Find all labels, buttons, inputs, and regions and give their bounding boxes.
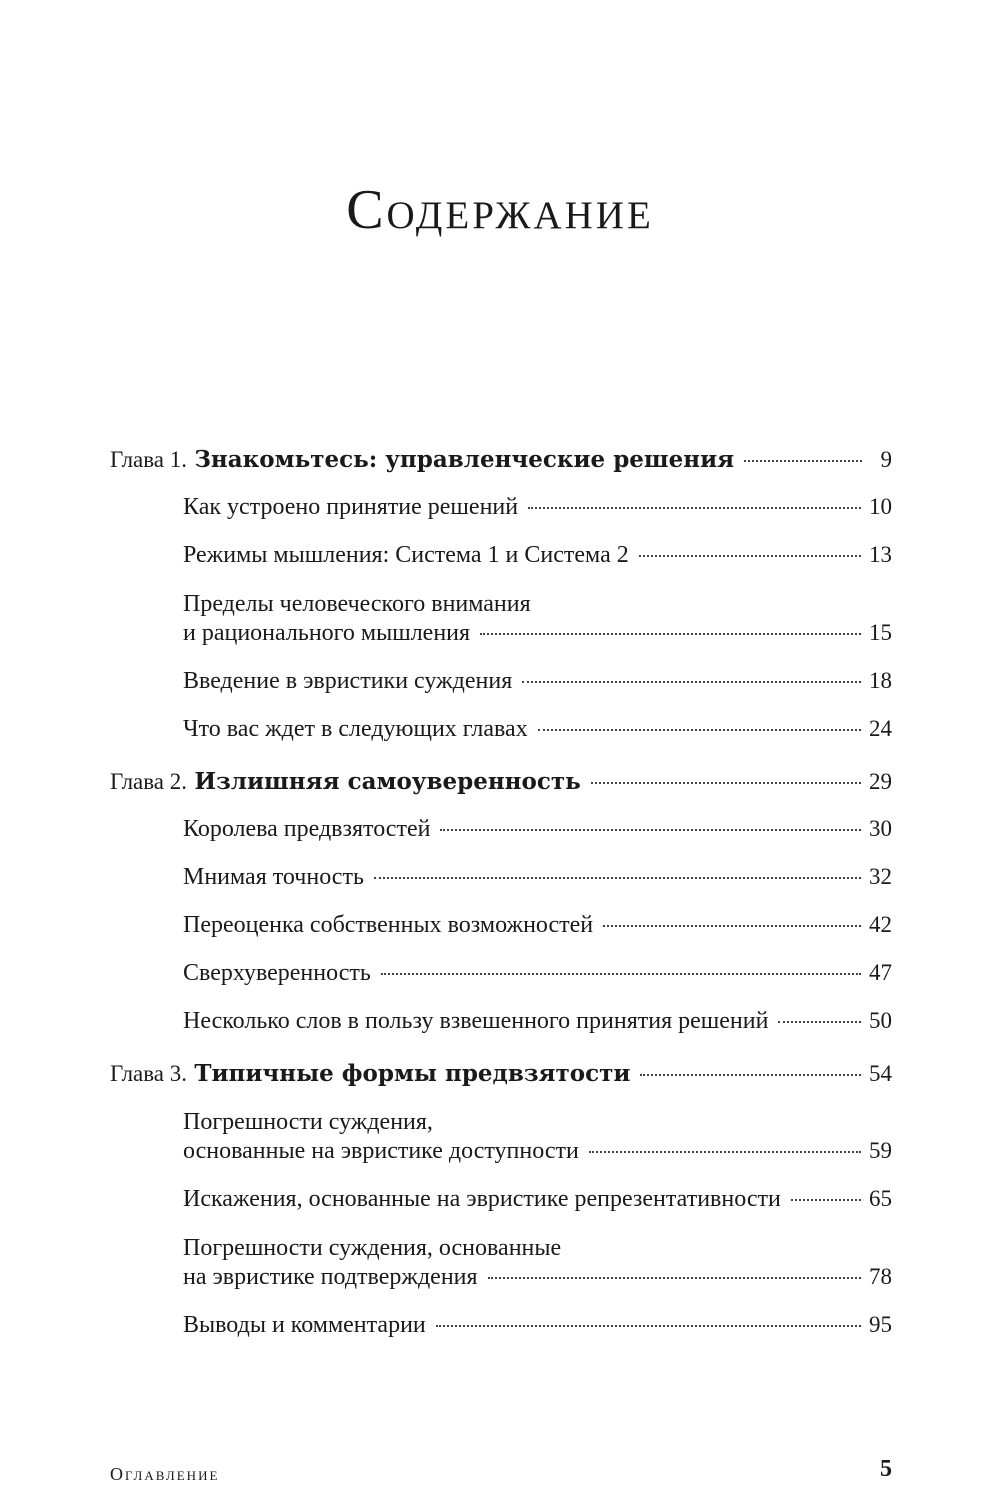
section-page-number: 32 xyxy=(869,864,892,889)
toc-section-entry[interactable] xyxy=(110,911,892,939)
section-page-number: 65 xyxy=(869,1186,892,1211)
chapter-label xyxy=(110,446,734,474)
toc-chapter-entry[interactable] xyxy=(110,1060,892,1088)
running-head: Оглавление xyxy=(110,1464,220,1484)
section-page-number: 47 xyxy=(869,960,892,985)
section-title: Выводы и комментарии xyxy=(183,1312,426,1338)
chapter-label xyxy=(110,1060,630,1088)
toc-section-entry[interactable] xyxy=(110,815,892,843)
toc-chapter-entry[interactable] xyxy=(110,768,892,796)
section-page-number: 42 xyxy=(869,912,892,937)
chapter-number: Глава 3. xyxy=(110,1061,188,1086)
dot-leader xyxy=(436,1325,861,1327)
section-page-number: 50 xyxy=(869,1008,892,1033)
section-title: Королева предвзятостей xyxy=(183,816,431,842)
dot-leader xyxy=(603,925,861,927)
section-title: Искажения, основанные на эвристике репрезентативности xyxy=(183,1186,781,1212)
section-page-number: 13 xyxy=(869,542,892,567)
section-title: Несколько слов в пользу взвешенного принятия решений xyxy=(183,1008,769,1034)
toc-section-entry[interactable] xyxy=(110,1233,892,1291)
dot-leader xyxy=(488,1277,861,1279)
dot-leader xyxy=(639,555,861,557)
section-page-number: 24 xyxy=(869,716,892,741)
toc-chapter-entry[interactable] xyxy=(110,446,892,474)
dot-leader xyxy=(744,460,862,462)
section-page-number: 15 xyxy=(869,620,892,645)
dot-leader xyxy=(374,877,861,879)
toc-section-entry[interactable] xyxy=(110,589,892,647)
section-page-number: 18 xyxy=(869,668,892,693)
dot-leader xyxy=(589,1151,861,1153)
section-page-number: 78 xyxy=(869,1264,892,1289)
dot-leader xyxy=(381,973,861,975)
chapter-title: Типичные формы предвзятости xyxy=(194,1060,631,1087)
toc-section-entry[interactable] xyxy=(110,541,892,569)
section-page-number: 95 xyxy=(869,1312,892,1337)
section-title-line: Погрешности суждения, xyxy=(183,1109,433,1135)
dot-leader xyxy=(640,1074,861,1076)
chapter-number: Глава 2. xyxy=(110,769,188,794)
dot-leader xyxy=(480,633,861,635)
dot-leader xyxy=(591,782,861,784)
page-title: Содержание xyxy=(346,179,654,241)
toc-section-entry[interactable] xyxy=(110,1185,892,1213)
chapter-label xyxy=(110,768,581,796)
section-title: Переоценка собственных возможностей xyxy=(183,912,594,938)
dot-leader xyxy=(528,507,861,509)
chapter-page-number: 29 xyxy=(869,769,892,794)
toc-section-entry[interactable] xyxy=(110,667,892,695)
table-of-contents xyxy=(110,446,892,1364)
toc-section-entry[interactable] xyxy=(110,1007,892,1035)
section-title-line: Пределы человеческого внимания xyxy=(183,591,531,617)
section-page-number: 59 xyxy=(869,1138,892,1163)
chapter-page-number: 9 xyxy=(880,447,892,472)
section-title-line: Погрешности суждения, основанные xyxy=(183,1235,562,1261)
chapter-number: Глава 1. xyxy=(110,447,188,472)
toc-section-entry[interactable] xyxy=(110,1311,892,1339)
toc-section-entry[interactable] xyxy=(110,1107,892,1165)
section-title: основанные на эвристике доступности xyxy=(183,1138,579,1164)
dot-leader xyxy=(522,681,861,683)
chapter-title: Знакомьтесь: управленческие решения xyxy=(194,446,735,473)
toc-section-entry[interactable] xyxy=(110,715,892,743)
toc-section-entry[interactable] xyxy=(110,493,892,521)
dot-leader xyxy=(791,1199,861,1201)
section-title: Мнимая точность xyxy=(183,864,364,890)
dot-leader xyxy=(778,1021,861,1023)
section-title: и рационального мышления xyxy=(183,620,471,646)
toc-section-entry[interactable] xyxy=(110,959,892,987)
dot-leader xyxy=(538,729,861,731)
section-title: Как устроено принятие решений xyxy=(183,494,519,520)
chapter-title: Излишняя самоуверенность xyxy=(194,768,581,795)
section-title: Введение в эвристики суждения xyxy=(183,668,513,694)
chapter-page-number: 54 xyxy=(869,1061,892,1086)
section-title: Режимы мышления: Система 1 и Система 2 xyxy=(183,542,629,568)
section-title: Что вас ждет в следующих главах xyxy=(183,716,528,742)
toc-section-entry[interactable] xyxy=(110,863,892,891)
section-page-number: 30 xyxy=(869,816,892,841)
dot-leader xyxy=(440,829,861,831)
section-title: Сверхуверенность xyxy=(183,960,371,986)
section-page-number: 10 xyxy=(869,494,892,519)
page-number: 5 xyxy=(880,1456,892,1482)
section-title: на эвристике подтверждения xyxy=(183,1264,478,1290)
